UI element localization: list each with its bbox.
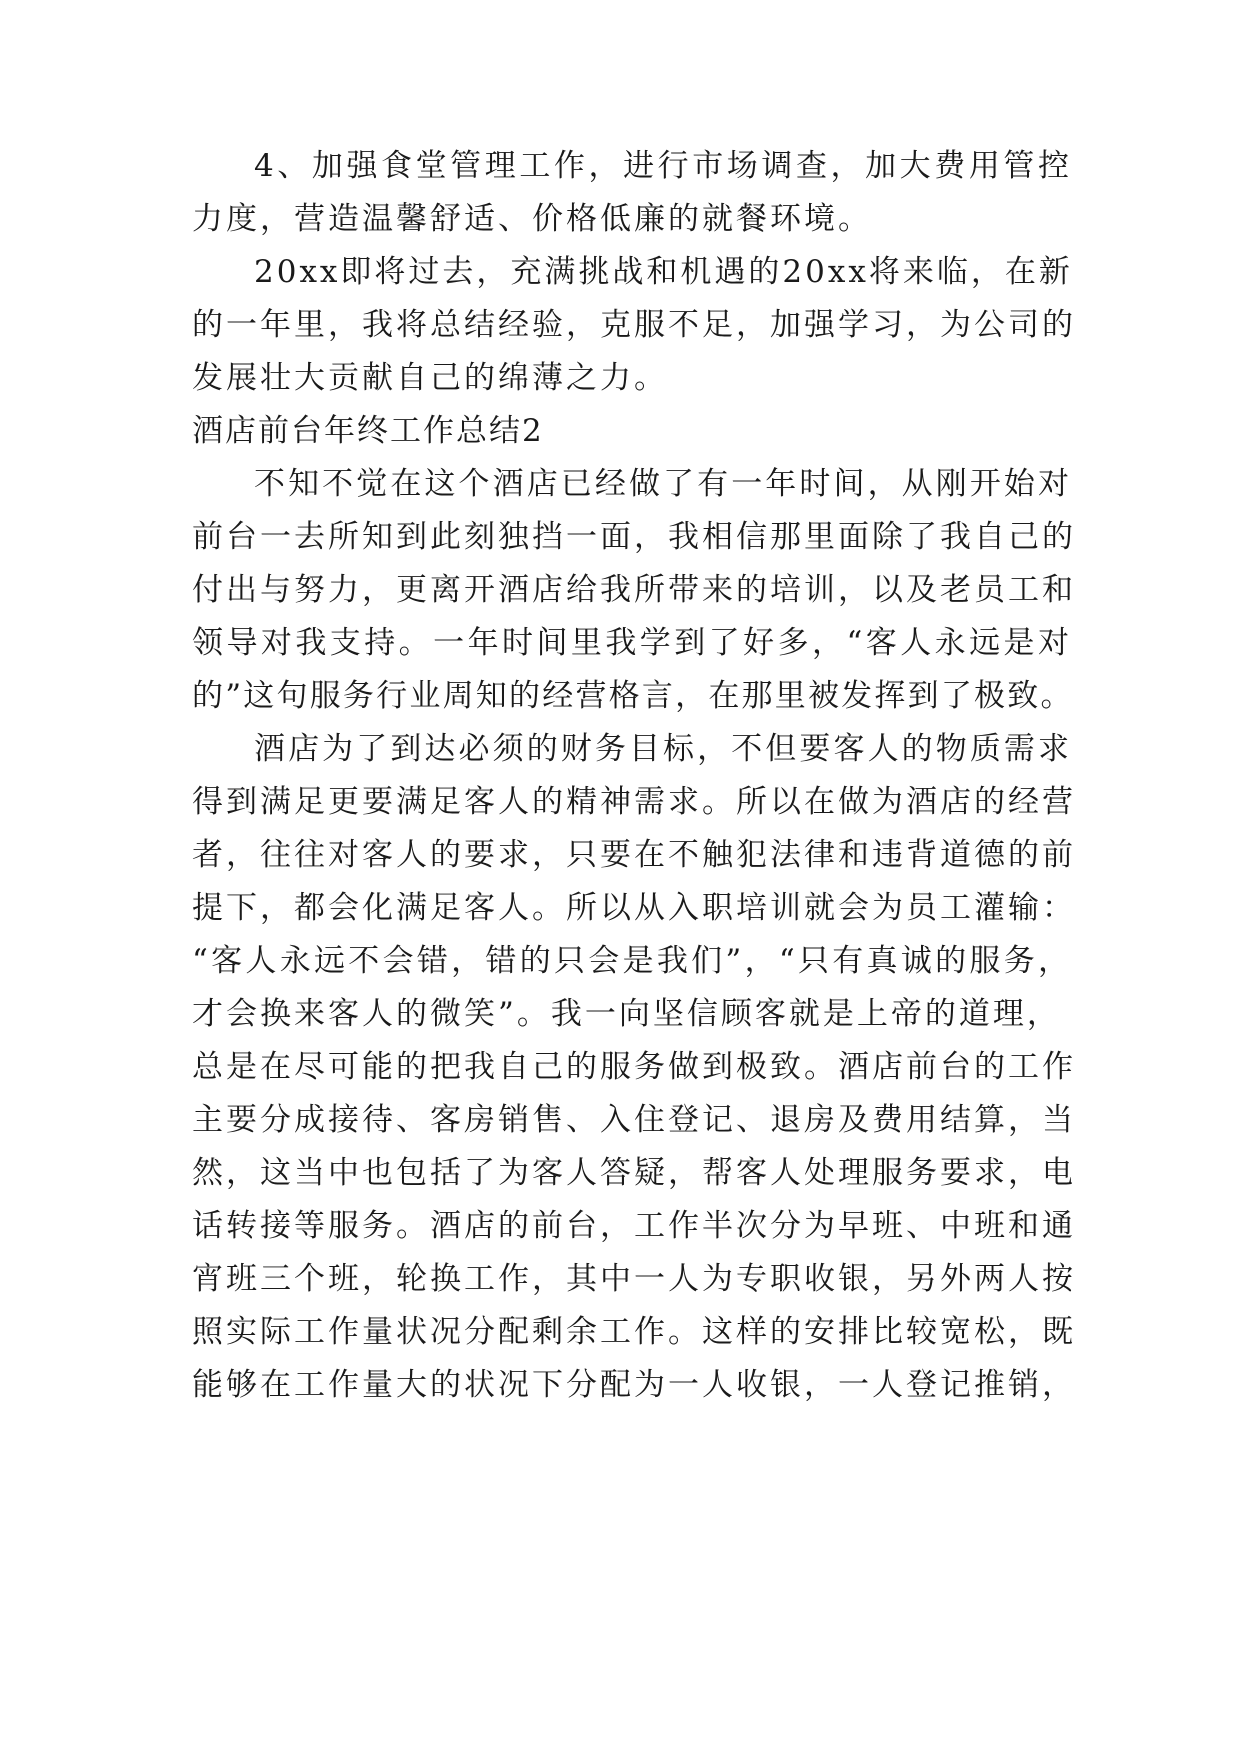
paragraph-line: 力度，营造温馨舒适、价格低廉的就餐环境。 xyxy=(192,201,872,237)
paragraph-line: 付出与努力，更离开酒店给我所带来的培训，以及老员工和 xyxy=(192,572,1076,608)
paragraph-line: 的一年里，我将总结经验，克服不足，加强学习，为公司的 xyxy=(192,307,1076,343)
paragraph-line: 照实际工作量状况分配剩余工作。这样的安排比较宽松，既 xyxy=(192,1314,1076,1350)
paragraph-line: 者，往往对客人的要求，只要在不触犯法律和违背道德的前 xyxy=(192,837,1076,873)
paragraph-line: 领导对我支持。一年时间里我学到了好多，“客人永远是对 xyxy=(192,625,1072,661)
paragraph-line: 的”这句服务行业周知的经营格言，在那里被发挥到了极致。 xyxy=(192,678,1072,714)
paragraph-line: “客人永远不会错，错的只会是我们”，“只有真诚的服务， xyxy=(192,943,1072,979)
paragraph-line: 4、加强食堂管理工作，进行市场调查，加大费用管控 xyxy=(254,148,1072,184)
paragraph-line: 提下，都会化满足客人。所以从入职培训就会为员工灌输： xyxy=(192,890,1076,926)
paragraph-line: 能够在工作量大的状况下分配为一人收银，一人登记推销， xyxy=(192,1367,1076,1403)
paragraph-line: 然，这当中也包括了为客人答疑，帮客人处理服务要求，电 xyxy=(192,1155,1076,1191)
paragraph-line: 总是在尽可能的把我自己的服务做到极致。酒店前台的工作 xyxy=(192,1049,1076,1085)
paragraph-line: 前台一去所知到此刻独挡一面，我相信那里面除了我自己的 xyxy=(192,519,1076,555)
paragraph-line: 发展壮大贡献自己的绵薄之力。 xyxy=(192,360,668,396)
paragraph-line: 话转接等服务。酒店的前台，工作半次分为早班、中班和通 xyxy=(192,1208,1076,1244)
paragraph-line: 主要分成接待、客房销售、入住登记、退房及费用结算，当 xyxy=(192,1102,1076,1138)
section-heading: 酒店前台年终工作总结2 xyxy=(192,413,544,449)
paragraph-line: 不知不觉在这个酒店已经做了有一年时间，从刚开始对 xyxy=(254,466,1072,502)
paragraph-line: 宵班三个班，轮换工作，其中一人为专职收银，另外两人按 xyxy=(192,1261,1076,1297)
paragraph-line: 酒店为了到达必须的财务目标，不但要客人的物质需求 xyxy=(254,731,1072,767)
paragraph-line: 才会换来客人的微笑”。我一向坚信顾客就是上帝的道理， xyxy=(192,996,1061,1032)
paragraph-line: 20xx即将过去，充满挑战和机遇的20xx将来临，在新 xyxy=(254,254,1073,290)
paragraph-line: 得到满足更要满足客人的精神需求。所以在做为酒店的经营 xyxy=(192,784,1076,820)
